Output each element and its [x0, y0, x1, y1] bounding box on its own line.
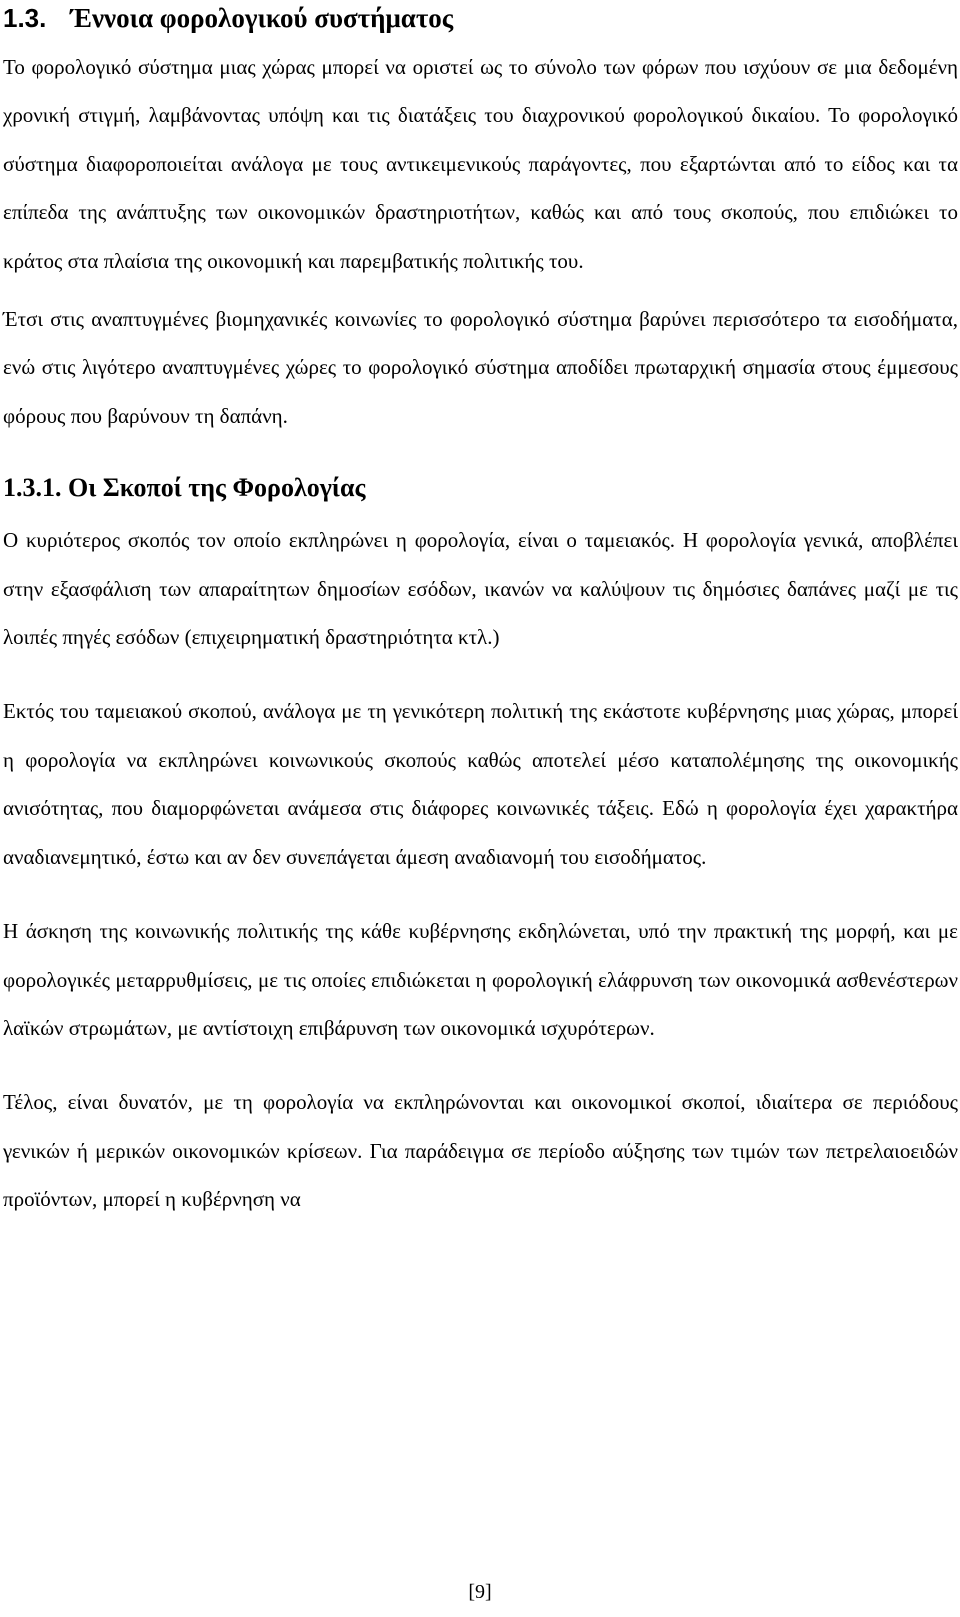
- section-heading: [3, 0, 958, 34]
- section-title: Έννοια φορολογικού συστήματος: [70, 3, 454, 33]
- paragraph-social-purpose: Εκτός του ταμειακού σκοπού, ανάλογα με τη γενικότερη πολιτική της εκάστοτε κυβέρνησης μιας χώρας, μπορεί η φορολογία να εκπληρώνει κοινωνικούς σκοπούς καθώς αποτελεί μέσο καταπολέμησης της οικονομικής ανισότητας, που διαμορφώνεται ανάμεσα στις διάφορες κοινωνικές τάξεις. Εδώ η φορολογία έχει χαρακτήρα αναδιανεμητικό, έστω και αν δεν συνεπάγεται άμεση αναδιανομή του εισοδήματος.: [3, 699, 958, 869]
- paragraph-fiscal-purpose: Ο κυριότερος σκοπός τον οποίο εκπληρώνει η φορολογία, είναι ο ταμειακός. Η φορολογία γενικά, αποβλέπει στην εξασφάλιση των απαραίτητων δημοσίων εσόδων, ικανών να καλύψουν τις δημόσιες δαπάνες μαζί με τις λοιπές πηγές εσόδων (επιχειρηματική δραστηριότητα κτλ.): [3, 528, 958, 650]
- paragraph-social-policy: Η άσκηση της κοινωνικής πολιτικής της κάθε κυβέρνησης εκδηλώνεται, υπό την πρακτική της μορφή, και με φορολογικές μεταρρυθμίσεις, με τις οποίες επιδιώκεται η φορολογική ελάφρυνση των οικονομικά ασθενέστερων λαϊκών στρωμάτων, με αντίστοιχη επιβάρυνση των οικονομικά ισχυρότερων.: [3, 919, 958, 1040]
- document-page: [3, 0, 958, 1224]
- paragraph-tax-system-definition: Το φορολογικό σύστημα μιας χώρας μπορεί να οριστεί ως το σύνολο των φόρων που ισχύουν σε μια δεδομένη χρονική στιγμή, λαμβάνοντας υπόψη και τις διατάξεις του διαχρονικού φορολογικού δικαίου. Το φορολογικό σύστημα διαφοροποιείται ανάλογα με τους αντικειμενικούς παράγοντες, που εξαρτώνται από το είδος και τα επίπεδα της ανάπτυξης των οικονομικών δραστηριοτήτων, καθώς και από τους σκοπούς, που επιδιώκει το κράτος στα πλαίσια της οικονομική και παρεμβατικής πολιτικής του.: [3, 55, 958, 273]
- paragraph-economic-purpose: Τέλος, είναι δυνατόν, με τη φορολογία να εκπληρώνονται και οικονομικοί σκοποί, ιδιαίτερα σε περιόδους γενικών ή μερικών οικονομικών κρίσεων. Για παράδειγμα σε περίοδο αύξησης των τιμών των πετρελαιοειδών προϊόντων, μπορεί η κυβέρνηση να: [3, 1090, 958, 1212]
- subsection-heading: 1.3.1. Οι Σκοποί της Φορολογίας: [3, 473, 366, 503]
- paragraph-developed-societies: Έτσι στις αναπτυγμένες βιομηχανικές κοινωνίες το φορολογικό σύστημα βαρύνει περισσότερο τα εισοδήματα, ενώ στις λιγότερο αναπτυγμένες χώρες το φορολογικό σύστημα αποδίδει πρωταρχική σημασία στους έμμεσους φόρους που βαρύνουν τη δαπάνη.: [3, 307, 958, 428]
- page-number: [9]: [468, 1581, 492, 1603]
- section-number: 1.3.: [3, 3, 47, 33]
